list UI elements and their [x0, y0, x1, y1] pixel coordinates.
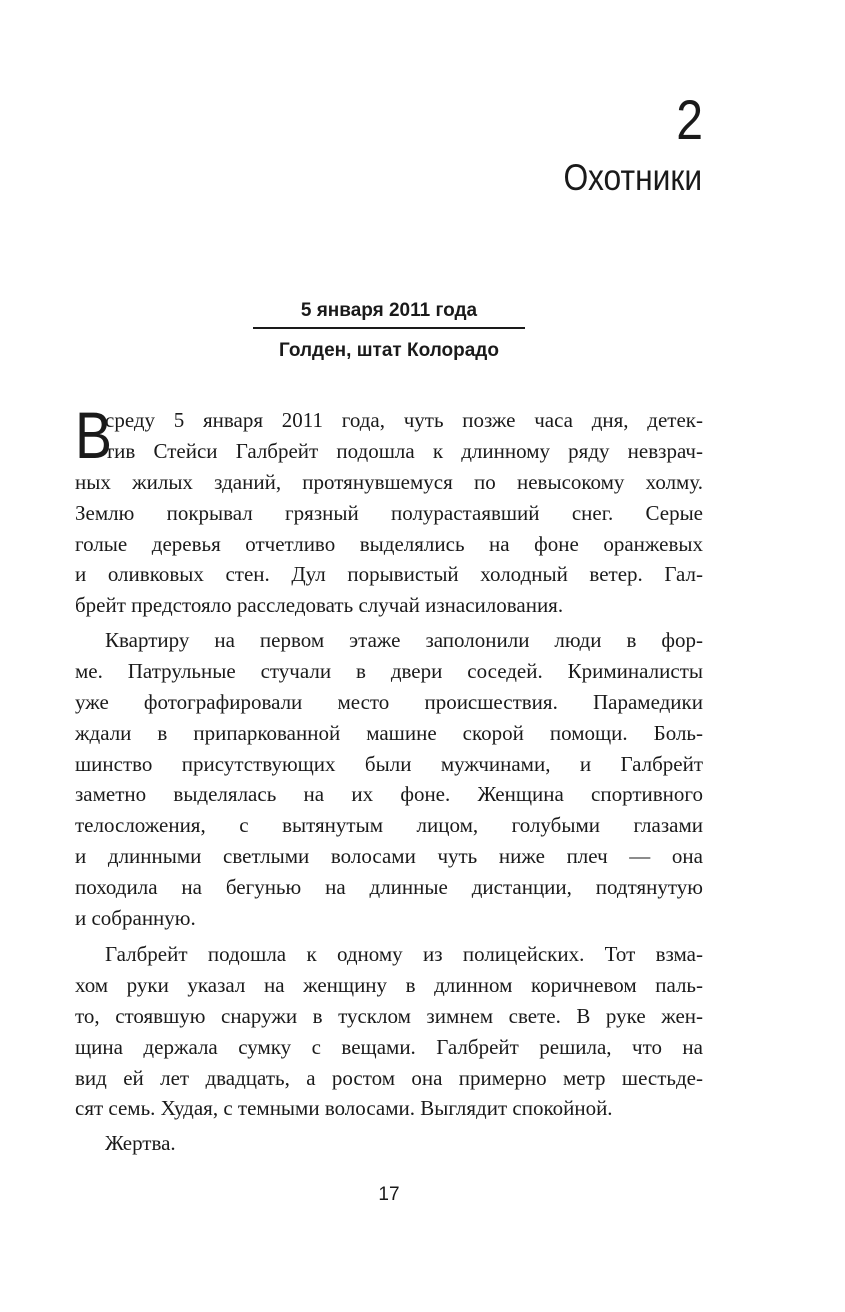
text-line: то, стоявшую снаружи в тусклом зимнем свете. В руке жен-: [75, 1003, 703, 1028]
text-line: щина держала сумку с вещами. Галбрейт решила, что на: [75, 1034, 703, 1059]
dateline-place: Голден, штат Колорадо: [279, 340, 499, 361]
text-line: тив Стейси Галбрейт подошла к длинному ряду невзрач-: [105, 438, 703, 463]
text-line: ных жилых зданий, протянувшемуся по невысокому холму.: [75, 469, 703, 494]
text-line: хом руки указал на женщину в длинном коричневом паль-: [75, 972, 703, 997]
text-line: сят семь. Худая, с темными волосами. Выглядит спокойной.: [75, 1096, 613, 1121]
paragraph-1: [75, 398, 703, 621]
dateline-date: 5 января 2011 года: [300, 300, 478, 321]
page-number: 17: [378, 1184, 400, 1205]
text-line: походила на бегунью на длинные дистанции, подтянутую: [75, 875, 703, 900]
text-line: и оливковых стен. Дул порывистый холодный ветер. Гал-: [75, 562, 703, 587]
text-line: и собранную.: [75, 906, 196, 931]
text-line: Землю покрывал грязный полурастаявший снег. Серые: [75, 500, 703, 525]
paragraph-3: [75, 939, 703, 1124]
chapter-number: 2: [676, 88, 702, 151]
text-line: заметно выделялась на их фоне. Женщина спортивного: [75, 782, 703, 807]
text-line: телосложения, с вытянутым лицом, голубыми глазами: [75, 813, 703, 838]
text-line: ме. Патрульные стучали в двери соседей. Криминалисты: [75, 658, 703, 683]
text-line: и длинными светлыми волосами чуть ниже плеч — она: [75, 844, 703, 869]
text-line: брейт предстояло расследовать случай изнасилования.: [75, 593, 564, 618]
chapter-title: Охотники: [563, 157, 702, 198]
text-line: уже фотографировали место происшествия. Парамедики: [75, 689, 703, 714]
text-line: Квартиру на первом этаже заполонили люди в фор-: [105, 628, 703, 652]
text-line: ждали в припаркованной машине скорой помощи. Боль-: [75, 720, 703, 745]
text-line: Галбрейт подошла к одному из полицейских. Тот взма-: [105, 942, 703, 966]
text-line: вид ей лет двадцать, а ростом она примерно метр шестьде-: [75, 1065, 703, 1090]
text-line: среду 5 января 2011 года, чуть позже часа дня, детек-: [105, 408, 703, 432]
text-line: шинство присутствующих были мужчинами, и Галбрейт: [75, 751, 703, 776]
paragraph-4: [75, 1128, 703, 1159]
text-line: голые деревья отчетливо выделялись на фоне оранжевых: [75, 531, 703, 556]
drop-cap: В: [75, 398, 112, 472]
dateline-divider: [253, 327, 525, 329]
paragraph-2: [75, 625, 703, 934]
text-line: Жертва.: [105, 1131, 176, 1155]
